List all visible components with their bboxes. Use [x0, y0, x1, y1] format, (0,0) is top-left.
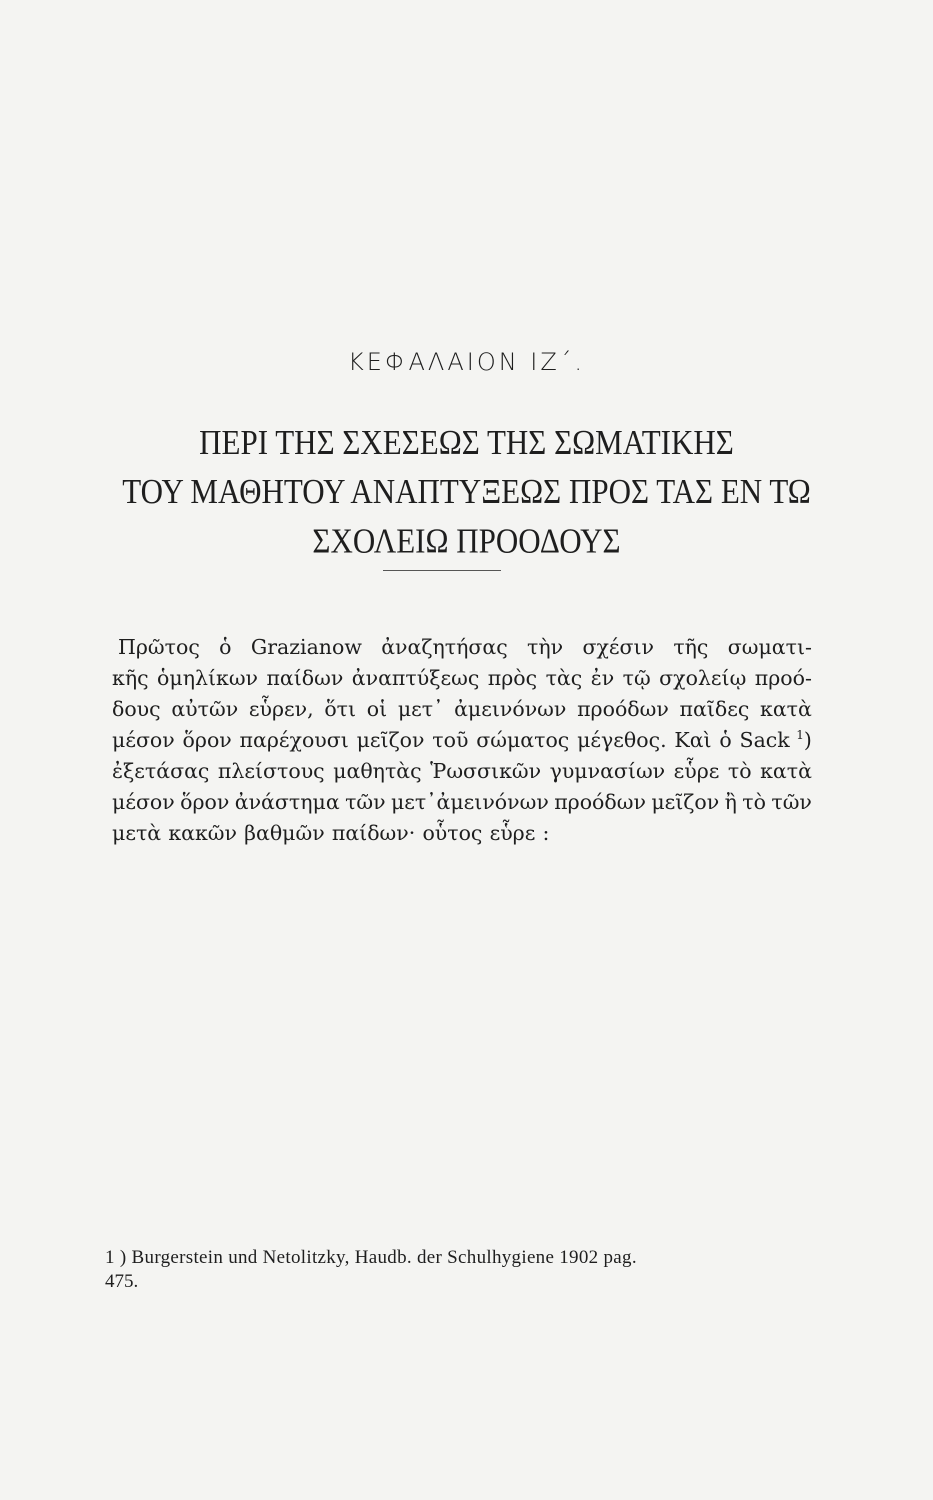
footnote-line — [105, 1247, 815, 1269]
word: παῖδες — [679, 697, 750, 721]
word: πρὸς — [487, 666, 538, 690]
word: μεῖζον — [651, 790, 720, 814]
word: ὅρον — [182, 728, 232, 752]
word: ἀμεινόνων — [454, 697, 567, 721]
word: τὴν — [527, 635, 564, 659]
word: σχολείῳ — [659, 666, 747, 690]
word: μέσον — [112, 728, 175, 752]
chapter-title — [0, 418, 933, 566]
text-line — [112, 663, 812, 694]
word: παρέχουσι — [239, 728, 349, 752]
word: δους — [112, 697, 161, 721]
text-line — [112, 756, 812, 787]
word: τὸ — [742, 790, 766, 814]
body-paragraph — [112, 632, 812, 849]
word: εὗρε — [489, 821, 536, 845]
footnote-text: Burgerstein und Netolitzky, Haudb. der Schulhygiene 1902 pag. — [131, 1247, 637, 1268]
footnote-number: 1 ) — [105, 1247, 127, 1268]
word: Sack $^1$) — [739, 728, 812, 752]
word: τὸ — [727, 759, 752, 783]
word: Grazianow — [250, 635, 362, 659]
word: μετὰ — [112, 821, 162, 845]
text-line — [112, 818, 812, 849]
chapter-title-line: ΣΧΟΛΕΙΩ ΠΡΟΟΔΟΥΣ — [312, 521, 621, 561]
word: εὗρεν, — [248, 697, 314, 721]
footnote-continuation: 475. — [105, 1271, 139, 1292]
word: κῆς — [112, 666, 149, 690]
word: οὗτος — [422, 821, 483, 845]
word: κατὰ — [760, 759, 812, 783]
word: προόδων — [577, 697, 669, 721]
word: : — [542, 821, 550, 845]
word: ἐν — [590, 666, 615, 690]
word: μέσον — [112, 790, 175, 814]
text-line — [112, 632, 812, 663]
word: παίδων — [266, 666, 344, 690]
word: σωματι- — [727, 635, 812, 659]
word: μετ᾽ἀμεινόνων — [390, 790, 549, 814]
word: αὐτῶν — [171, 697, 239, 721]
word: ὁ — [219, 635, 232, 659]
word: τῶν — [345, 790, 386, 814]
word: ἐξετάσας — [112, 759, 210, 783]
chapter-title-line: ΤΟΥ ΜΑΘΗΤΟΥ ΑΝΑΠΤΥΞΕΩΣ ΠΡΟΣ ΤΑΣ ΕΝ ΤΩ — [122, 471, 811, 511]
chapter-title-line: ΠΕΡΙ ΤΗΣ ΣΧΕΣΕΩΣ ΤΗΣ ΣΩΜΑΤΙΚΗΣ — [199, 422, 734, 462]
word: οἱ — [366, 697, 388, 721]
word: ἀναπτύξεως — [351, 666, 480, 690]
word: ὁ — [719, 728, 732, 752]
word: ὅρον — [180, 790, 230, 814]
word: παίδων· — [331, 821, 416, 845]
word: τῶν — [771, 790, 812, 814]
word: Πρῶτος — [118, 635, 200, 659]
chapter-heading: ΚΕΦΑΛΑΙΟΝ ΙΖ΄. — [347, 348, 586, 376]
word: Ῥωσσικῶν — [430, 759, 542, 783]
word: εὗρε — [673, 759, 720, 783]
word: ἀναζητήσας — [381, 635, 508, 659]
word: ἀνάστημα — [234, 790, 340, 814]
word: ὅτι — [324, 697, 357, 721]
word: γυμνασίων — [549, 759, 666, 783]
word: ὁμηλίκων — [157, 666, 258, 690]
word: Καὶ — [674, 728, 712, 752]
word: τὰς — [545, 666, 583, 690]
word: ἢ — [724, 790, 737, 814]
word: μέγεθος. — [577, 728, 667, 752]
word: προόδων — [554, 790, 646, 814]
word: βαθμῶν — [244, 821, 325, 845]
word: σχέσιν — [582, 635, 654, 659]
footnote-marker: 1 — [796, 728, 804, 743]
word: πλείστους — [217, 759, 325, 783]
word: σώματος — [476, 728, 570, 752]
text-line — [112, 725, 812, 756]
text-line — [112, 787, 812, 818]
word: τῷ — [622, 666, 651, 690]
word: τῆς — [673, 635, 709, 659]
section-divider — [383, 570, 501, 571]
word: μετ᾽ — [397, 697, 444, 721]
word: τοῦ — [432, 728, 469, 752]
word: κατὰ — [760, 697, 812, 721]
word: μεῖζον — [356, 728, 425, 752]
text-line — [112, 694, 812, 725]
word: προό- — [754, 666, 812, 690]
word: μαθητὰς — [333, 759, 422, 783]
word: κακῶν — [168, 821, 237, 845]
